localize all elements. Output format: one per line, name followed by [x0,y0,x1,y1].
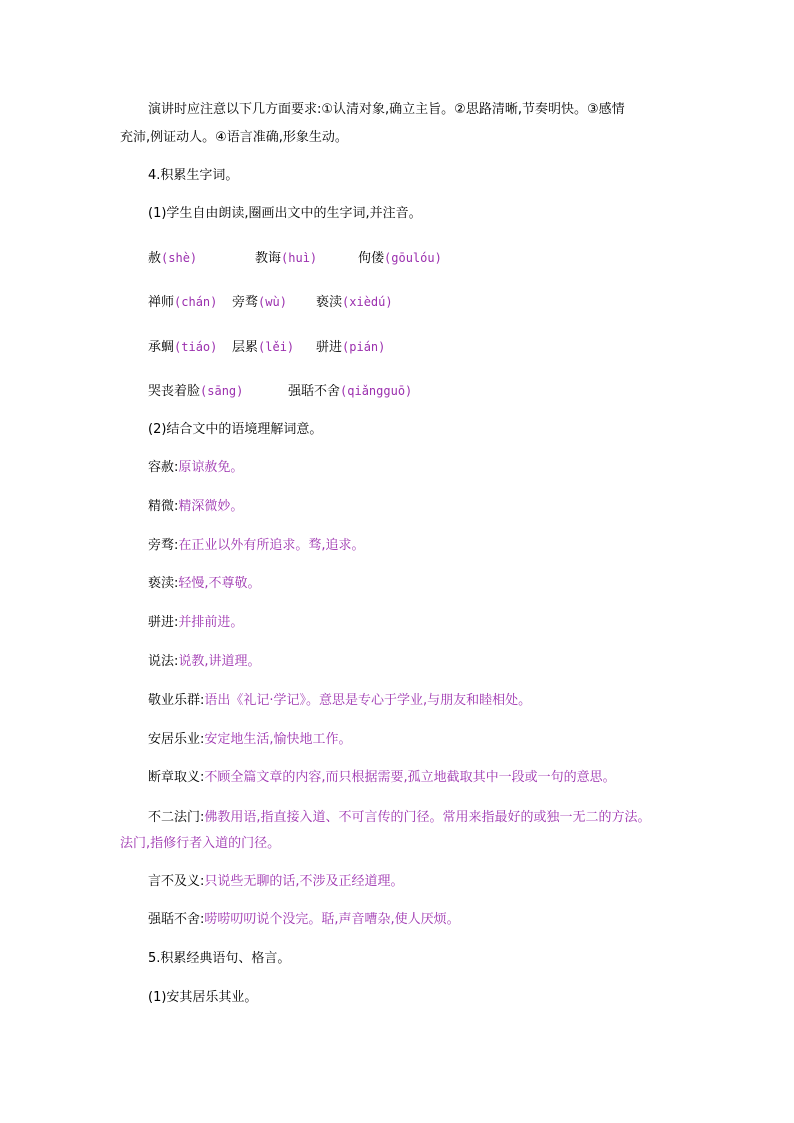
definition-item [148,497,243,517]
definition-term: 强聒不舍: [148,912,205,927]
definition-term: 言不及义: [148,874,205,889]
word-char: 层累 [232,340,259,355]
word-char: 承蜩 [148,340,175,355]
section-4-heading: 4.积累生字词。 [148,168,239,183]
section-5-heading: 5.积累经典语句、格言。 [148,951,291,966]
intro-line-2: 充沛,例证动人。④语言准确,形象生动。 [120,130,348,145]
word-item [288,381,412,402]
definition-text: 不顾全篇文章的内容,而只根据需要,孤立地截取其中一段或一句的意思。 [204,770,616,785]
definition-text: 说教,讲道理。 [178,654,261,669]
word-item [358,248,442,269]
definition-term: 容赦: [148,460,179,475]
intro-line-1: 演讲时应注意以下几方面要求:①认清对象,确立主旨。②思路清晰,节奏明快。③感情 [148,102,625,117]
definition-text: 精深微妙。 [178,499,244,514]
word-pinyin: (huì) [281,251,318,265]
definition-item [148,652,261,672]
word-char: 骈进 [316,340,343,355]
definition-term: 不二法门: [148,810,205,825]
word-pinyin: (lěi) [258,340,295,354]
definition-continuation: 法门,指修行者入道的门径。 [120,836,281,851]
definition-item [148,458,243,478]
word-pinyin: (sāng) [200,384,244,398]
word-pinyin: (xièdú) [342,295,393,309]
definition-item [148,872,404,892]
word-item [232,337,294,358]
definition-term: 旁骛: [148,538,179,553]
definition-item [148,613,243,633]
definition-text: 在正业以外有所追求。骛,追求。 [178,538,365,553]
word-char: 赦 [148,251,162,266]
definition-item [148,768,616,788]
definition-item [148,536,365,556]
word-item [148,381,243,402]
definition-item [148,910,460,930]
definition-item [148,691,531,711]
word-char: 亵渎 [316,295,343,310]
definition-item [148,730,352,750]
word-char: 禅师 [148,295,175,310]
word-char: 佝偻 [358,251,385,266]
definition-item [148,574,261,594]
word-pinyin: (shè) [161,251,198,265]
definition-term: 敬业乐群: [148,693,205,708]
definition-text: 安定地生活,愉快地工作。 [204,732,352,747]
definition-text: 轻慢,不尊敬。 [178,576,261,591]
definition-text: 并排前进。 [178,615,244,630]
word-char: 旁骛 [232,295,259,310]
word-char: 哭丧着脸 [148,384,201,399]
section-4-sub-1: (1)学生自由朗读,圈画出文中的生字词,并注音。 [148,206,422,221]
definition-term: 安居乐业: [148,732,205,747]
word-item [316,337,385,358]
definition-text: 原谅赦免。 [178,460,244,475]
word-pinyin: (wù) [258,295,287,309]
word-pinyin: (tiáo) [174,340,218,354]
definition-text: 佛教用语,指直接入道、不可言传的门径。常用来指最好的或独一无二的方法。 [204,810,651,825]
word-pinyin: (qiǎngguō) [340,384,413,398]
definition-term: 骈进: [148,615,179,630]
word-char: 强聒不舍 [288,384,341,399]
definition-text: 只说些无聊的话,不涉及正经道理。 [204,874,404,889]
definition-term: 说法: [148,654,179,669]
word-item [316,292,393,313]
definition-text: 语出《礼记·学记》。意思是专心于学业,与朋友和睦相处。 [204,693,532,708]
definition-term: 断章取义: [148,770,205,785]
word-item [148,248,197,269]
section-5-sub-1: (1)安其居乐其业。 [148,990,258,1005]
word-pinyin: (pián) [342,340,386,354]
definition-text: 唠唠叨叨说个没完。聒,声音嘈杂,使人厌烦。 [204,912,460,927]
section-4-sub-2: (2)结合文中的语境理解词意。 [148,422,323,437]
word-item [148,292,217,313]
word-item [232,292,287,313]
word-item [148,337,217,358]
word-pinyin: (gōulóu) [384,251,442,265]
definition-term: 亵渎: [148,576,179,591]
definition-item [148,808,651,828]
definition-term: 精微: [148,499,179,514]
word-char: 教诲 [255,251,282,266]
word-item [255,248,317,269]
word-pinyin: (chán) [174,295,218,309]
